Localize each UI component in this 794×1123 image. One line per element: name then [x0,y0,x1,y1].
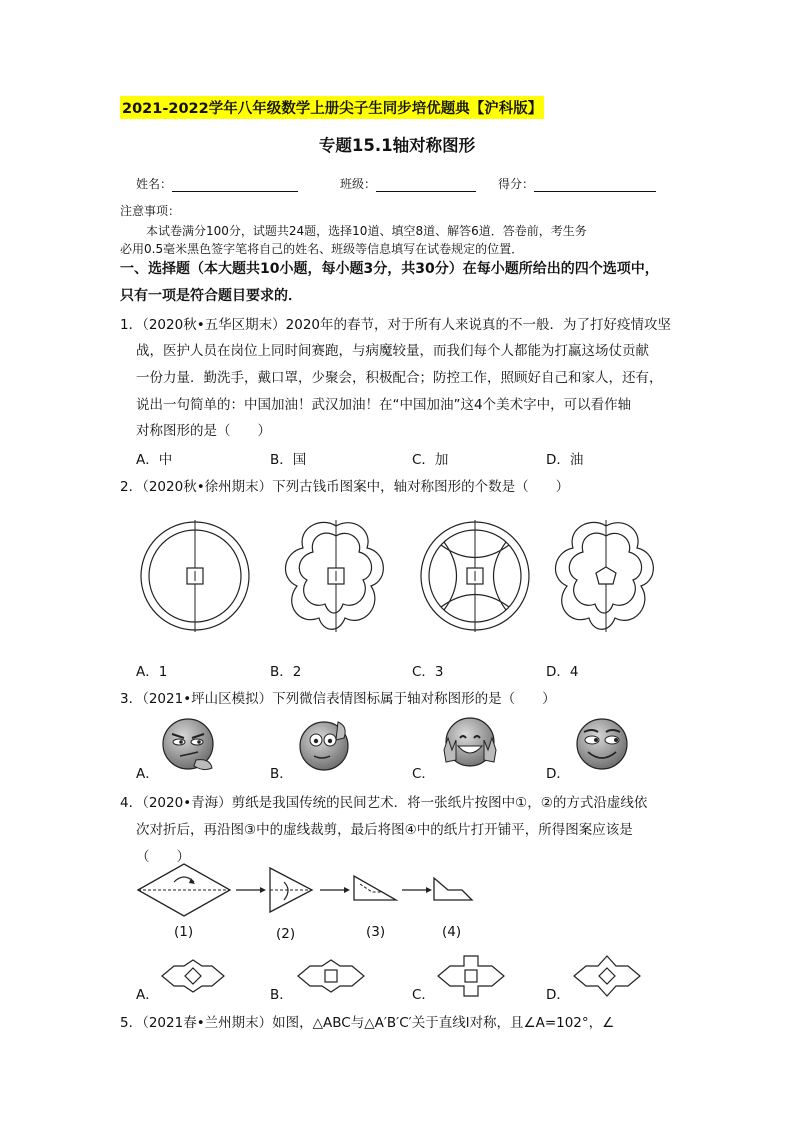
q4-line-2: 次对折后，再沿图③中的虚线裁剪，最后将图④中的纸片打开铺平，所得图案应该是 [136,822,633,838]
cut-pattern-d [572,954,642,998]
score-field[interactable] [498,175,656,192]
q1-line-5: 对称图形的是（ ） [136,423,271,439]
emoji-thinking-icon [298,716,354,772]
section-heading-line-2: 只有一项是符合题目要求的． [120,288,302,304]
section-heading-line-1: 一、选择题（本大题共10小题，每小题3分，共30分）在每小题所给出的四个选项中， [120,261,659,277]
class-underline[interactable] [376,180,476,192]
fig-label-1: (1) [174,924,194,940]
notes-heading: 注意事项： [120,204,181,218]
name-field[interactable] [136,175,298,192]
q3-option-c[interactable]: C． [412,766,435,782]
notes-line-2: 必用0.5毫米黑色签字笔将自己的姓名、班级等信息填写在试卷规定的位置． [120,242,524,256]
q2-option-c[interactable]: C．3 [412,664,444,680]
q1-option-b[interactable]: B．国 [270,452,307,468]
q1-line-3: 一份力量．勤洗手，戴口罩，少聚会，积极配合；防控工作，照顾好自己和家人，还有， [136,370,663,386]
q3-option-d[interactable]: D． [546,766,570,782]
emoji-peace-icon [440,716,500,772]
q4-option-a[interactable]: A． [136,987,159,1003]
score-underline[interactable] [534,180,656,192]
q4-line-3: （ ） [136,849,190,865]
q1-option-d[interactable]: D．油 [546,452,584,468]
cut-pattern-c [436,954,506,998]
q1-option-a[interactable]: A．中 [136,452,173,468]
q4-option-c[interactable]: C． [412,987,435,1003]
q4-option-d[interactable]: D． [546,987,570,1003]
emoji-smirk-icon [160,716,216,772]
cut-pattern-b [296,958,366,994]
q2-option-a[interactable]: A．1 [136,664,168,680]
folding-diagram [136,860,476,920]
q1-line-1: 1．（2020秋•五华区期末）2020年的春节，对于所有人来说真的不一般．为了打好疫情攻坚 [120,317,672,333]
q3-option-b[interactable]: B． [270,766,293,782]
name-label: 姓名： [136,177,173,191]
q4-option-b[interactable]: B． [270,987,293,1003]
q4-line-1: 4．（2020•青海）剪纸是我国传统的民间艺术．将一张纸片按图中①，②的方式沿虚线依 [120,795,648,811]
q1-line-2: 战，医护人员在岗位上同时间赛跑，与病魔较量，而我们每个人都能为打赢这场仗贡献 [136,343,649,359]
q5-stem: 5．（2021春•兰州期末）如图，△ABC与△A′B′C′关于直线l对称，且∠A=102°，∠ [120,1015,615,1031]
emoji-sly-icon [574,716,630,772]
page-title: 专题15.1轴对称图形 [318,136,476,155]
q2-option-b[interactable]: B．2 [270,664,302,680]
notes-line-1: 本试卷满分100分，试题共24题，选择10道、填空8道、解答6道．答卷前，考生务 [146,224,587,238]
fig-label-2: (2) [276,926,296,942]
q3-stem: 3．（2021•坪山区模拟）下列微信表情图标属于轴对称图形的是（ ） [120,691,556,707]
q2-stem: 2．（2020秋•徐州期末）下列古钱币图案中，轴对称图形的个数是（ ） [120,479,570,495]
score-label: 得分： [498,177,535,191]
fig-label-4: (4) [442,924,462,940]
q1-line-4: 说出一句简单的：中国加油！武汉加油！在“中国加油”这4个美术字中，可以看作轴 [136,397,632,413]
q1-option-c[interactable]: C．加 [412,452,449,468]
fig-label-3: (3) [366,924,386,940]
coin-figure-b [283,520,389,632]
coin-figure-c [419,518,531,634]
cut-pattern-a [160,958,226,994]
banner: 2021-2022学年八年级数学上册尖子生同步培优题典【沪科版】 [120,96,544,119]
coin-figure-d [553,520,659,632]
coin-figure-a [139,518,251,634]
q3-option-a[interactable]: A． [136,766,159,782]
class-label: 班级： [340,177,377,191]
class-field[interactable] [340,175,476,192]
q2-option-d[interactable]: D．4 [546,664,579,680]
name-underline[interactable] [172,180,298,192]
